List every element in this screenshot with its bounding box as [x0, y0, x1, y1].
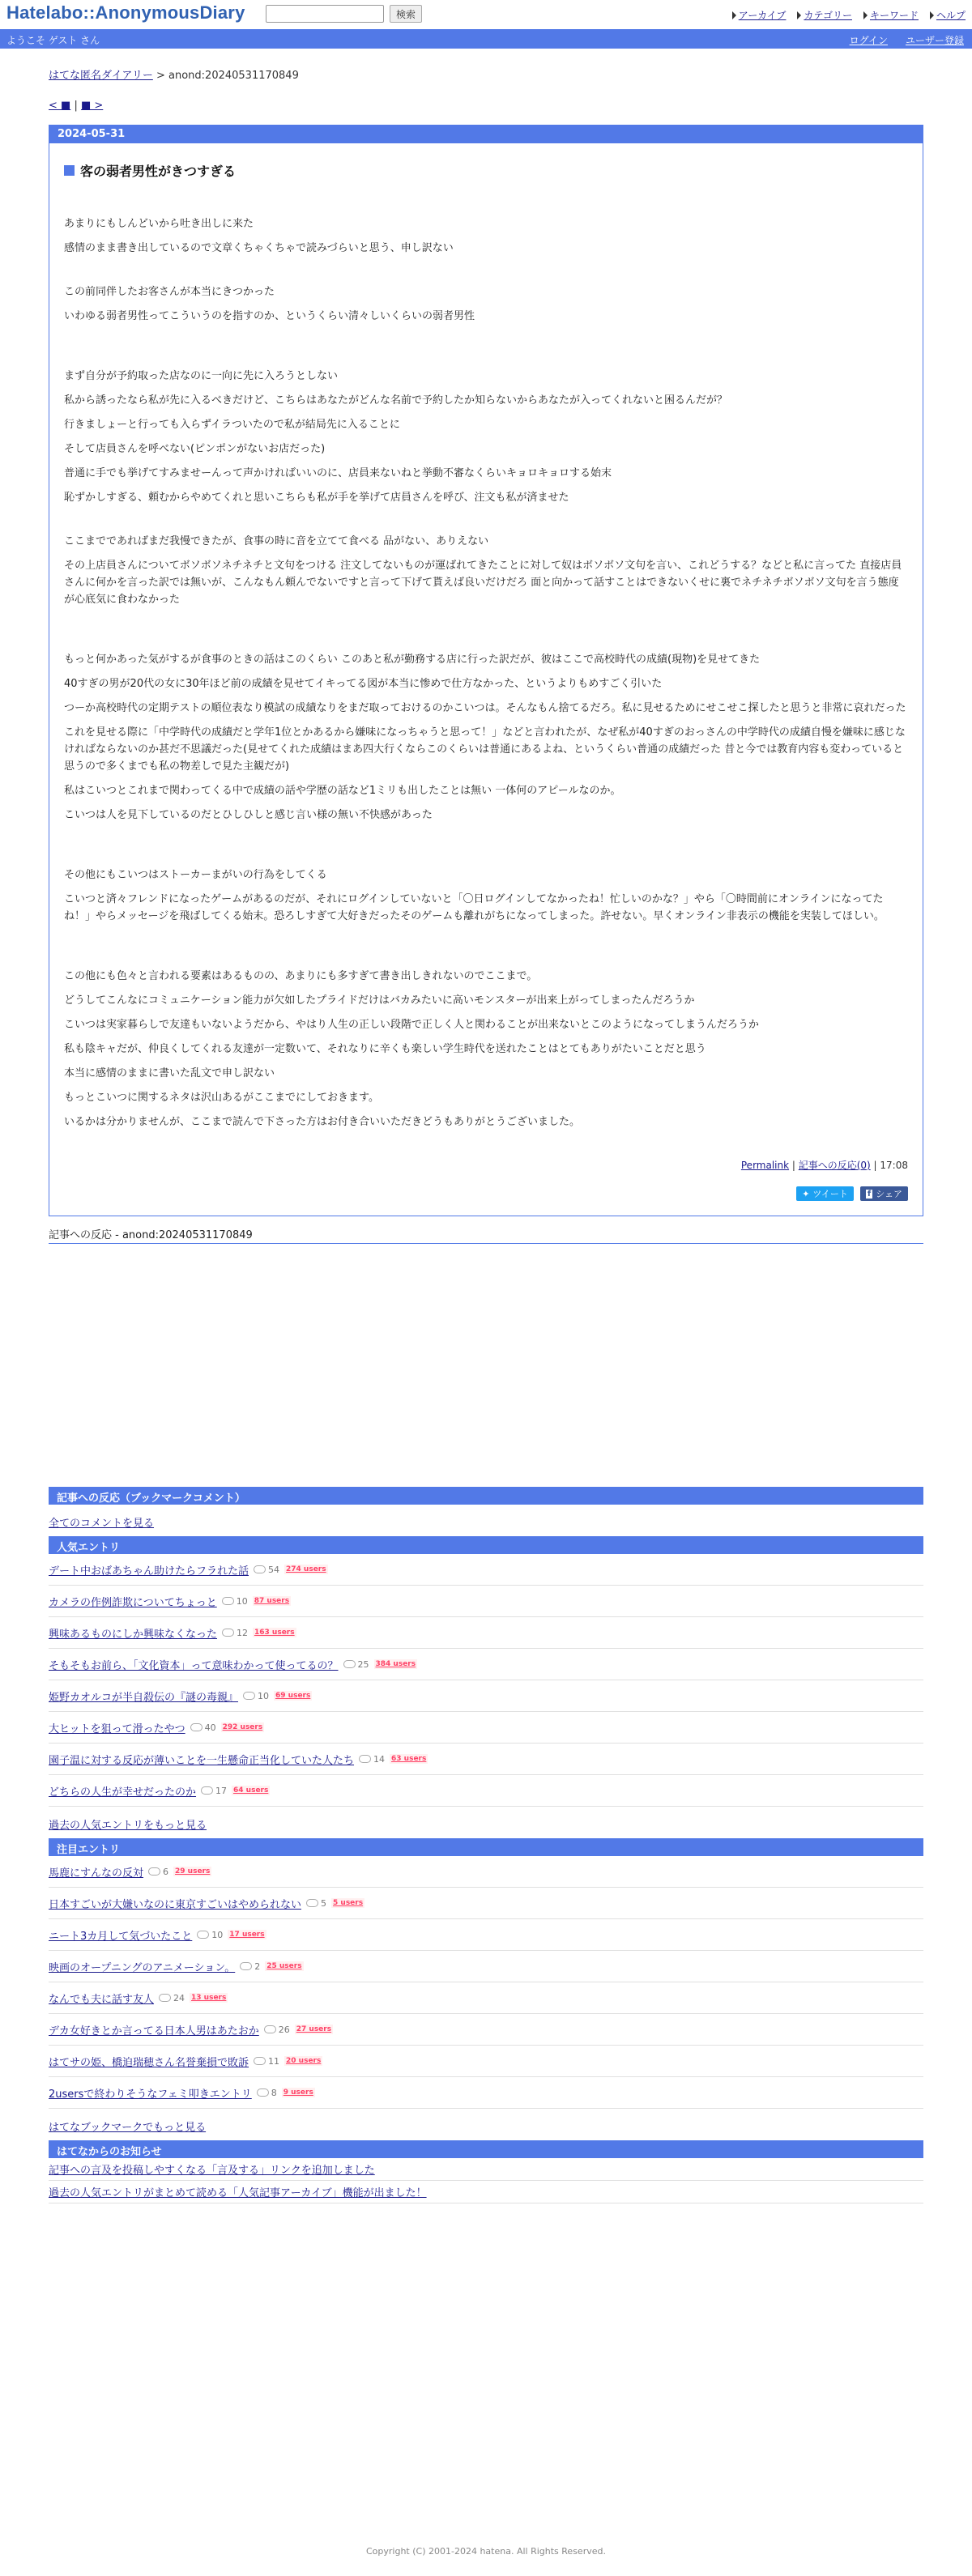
entry-row	[49, 2046, 923, 2077]
copyright: Copyright (C) 2001-2024 hatena. All Rights Reserved.	[366, 2546, 606, 2557]
entry-title-link[interactable]: そもそもお前ら、「文化資本」って意味わかって使ってるの？	[49, 1659, 339, 1672]
bookmark-users-badge[interactable]: 27 users	[296, 2025, 332, 2033]
featured-more-link[interactable]: はてなブックマークでもっと見る	[49, 2122, 207, 2134]
bookmark-section-title: 記事への反応（ブックマークコメント）	[49, 1487, 923, 1505]
article-paragraph: もっと何かあった気がするが食事のときの話はこのくらい このあと私が勤務する店に行った訳だが、彼はここで高校時代の成績(現物)を見せてきた	[64, 654, 761, 666]
bookmark-users-badge[interactable]: 9 users	[283, 2088, 313, 2097]
bookmark-users-badge[interactable]: 163 users	[254, 1629, 295, 1637]
prev-entry-link[interactable]: < ■	[49, 100, 71, 112]
entry-row	[49, 1712, 923, 1744]
article-paragraph: ここまでであればまだ我慢できたが、食事の時に音を立てて食べる 品がない、ありえない	[64, 535, 489, 547]
square-icon	[64, 165, 75, 176]
comment-bubble-icon	[148, 1867, 160, 1876]
bookmark-users-badge[interactable]: 64 users	[233, 1786, 269, 1795]
register-link[interactable]: ユーザー登録	[905, 35, 964, 46]
entry-row	[49, 1856, 923, 1888]
article-footer	[64, 1158, 908, 1172]
entry-row	[49, 1680, 923, 1712]
nav-keyword[interactable]	[863, 8, 919, 22]
comment-count[interactable]	[197, 1930, 223, 1940]
bookmark-users-badge[interactable]: 87 users	[254, 1597, 290, 1605]
comment-bubble-icon	[222, 1629, 234, 1637]
comment-count-number: 14	[373, 1753, 386, 1765]
bookmark-users-badge[interactable]: 5 users	[333, 1899, 364, 1907]
bookmark-users-badge[interactable]: 20 users	[286, 2057, 322, 2065]
comment-bubble-icon	[190, 1723, 202, 1731]
comment-count[interactable]	[254, 2056, 279, 2067]
entry-row	[49, 1554, 923, 1586]
entry-title-link[interactable]: 2usersで終わりそうなフェミ叩きエントリ	[49, 2088, 252, 2101]
pager-separator: |	[70, 100, 81, 112]
notice-item	[49, 2158, 923, 2181]
article-text	[64, 215, 908, 1130]
comment-count[interactable]	[306, 1898, 326, 1909]
article-paragraph: 恥ずかしすぎる、頼むからやめてくれと思いこちらも私が手を挙げて店員さんを呼び、注文も私が済ませた	[64, 492, 569, 504]
footer-separator: |	[870, 1160, 880, 1171]
comment-bubble-icon	[254, 1565, 266, 1573]
share-label: シェア	[876, 1189, 902, 1199]
comment-count[interactable]	[264, 2025, 290, 2035]
entry-row	[49, 1586, 923, 1617]
entry-row	[49, 2014, 923, 2046]
all-comments-link[interactable]: 全てのコメントを見る	[49, 1518, 155, 1530]
entry-row	[49, 2077, 923, 2109]
article-paragraph: こいつは人を見下しているのだとひしひしと感じ言い様の無い不快感があった	[64, 809, 433, 821]
article-paragraph: これを見せる際に「中学時代の成績だと学年1位とかあるから嫌味になっちゃうと思って！」などと言われたが、なぜ私が40すぎのおっさんの中学時代の成績自慢を嫌味に感じなければならないのか甚だ不思議だった(見せてくれた成績はまあ四大行くならこのくらいは普通にあるよね、というくらい普通の成績だった 昔と今では教育内容も変わっていると思うので多くまでも私の物差しで見た主観だが)	[64, 726, 906, 773]
article-paragraph: こいつは実家暮らしで友達もいないようだから、やはり人生の正しい段階で正しく人と関わることが出来ないとこのようになってしまうんだろうか	[64, 1019, 760, 1031]
bookmark-users-badge[interactable]: 292 users	[222, 1723, 263, 1731]
comment-count[interactable]	[240, 1961, 260, 1972]
article-paragraph: 私も陰キャだが、仲良くしてくれる友達が一定数いて、それなりに辛くも楽しい学生時代を送れたことはとてもありがたいことだと思う	[64, 1043, 706, 1055]
entry-title-link[interactable]: 日本すごいが大嫌いなのに東京すごいはやめられない	[49, 1898, 302, 1911]
comment-count[interactable]	[243, 1691, 269, 1701]
nav-archive-link[interactable]: アーカイブ	[738, 10, 787, 21]
triangle-right-icon	[732, 11, 736, 19]
comment-count[interactable]	[222, 1596, 248, 1607]
comment-count-number: 40	[204, 1722, 216, 1733]
comment-count-number: 17	[215, 1785, 228, 1796]
comment-bubble-icon	[243, 1692, 255, 1700]
article-paragraph: 私はこいつとこれまで関わってくる中で成績の話や学歴の話など1ミリも出したことは無い 一体何のアピールなのか。	[64, 785, 621, 797]
entry-title-link[interactable]: 姫野カオルコが半自殺伝の『謎の毒親』	[49, 1691, 239, 1704]
bookmark-users-badge[interactable]: 13 users	[191, 1994, 227, 2002]
article-paragraph: 行きましょーと行っても入らずイラついたので私が結局先に入ることに	[64, 419, 400, 431]
tweet-button[interactable]	[796, 1186, 854, 1201]
welcome-text: ようこそ ゲスト さん	[6, 35, 100, 46]
notices-section-title: はてなからのお知らせ	[49, 2140, 923, 2158]
comment-count[interactable]	[159, 1993, 185, 2003]
article-paragraph: この前同伴したお客さんが本当にきつかった	[64, 286, 275, 298]
permalink[interactable]: Permalink	[740, 1160, 790, 1171]
article-paragraph: その他にもこいつはストーカーまがいの行為をしてくる	[64, 869, 327, 881]
article-paragraph: いわゆる弱者男性ってこういうのを指すのか、というくらい清々しいくらいの弱者男性	[64, 310, 475, 322]
comment-bubble-icon	[240, 1962, 252, 1970]
entry-row	[49, 1775, 923, 1807]
nav-keyword-link[interactable]: キーワード	[869, 10, 919, 21]
entry-title-link[interactable]: 大ヒットを狙って滑ったやつ	[49, 1722, 185, 1735]
reactions-heading: 記事への反応 - anond:20240531170849	[49, 1226, 923, 1244]
footer-separator: |	[789, 1160, 799, 1171]
entry-row	[49, 1617, 923, 1649]
comment-bubble-icon	[222, 1597, 234, 1605]
comment-bubble-icon	[264, 2025, 276, 2033]
user-bar	[0, 29, 972, 49]
article-paragraph: 本当に感情のままに書いた乱文で申し訳ない	[64, 1067, 275, 1079]
comment-count[interactable]	[201, 1786, 227, 1796]
top-nav	[732, 8, 966, 22]
top-header	[0, 0, 972, 29]
comment-count-number: 24	[173, 1992, 185, 2003]
article-paragraph: その上店員さんについてボソボソネチネチと文句をつける 注文してないものが運ばれてきたことに対して奴はボソボソ文句を言い、これどうする？などと私に言ってた 直接店員さんに何かを言った訳では無いが、こんなもん頼んでないですと言って下げて貰えば良いだけだろ 面と向かって話すことはできないくせに裏でネチネチボソボソ文句を言う態度が心底気に食わなかった	[64, 560, 902, 606]
article-paragraph: もっとこいつに関するネタは沢山あるがここまでにしておきます。	[64, 1092, 379, 1104]
article-title	[64, 161, 908, 180]
search-input[interactable]	[266, 5, 384, 23]
article-paragraph: まず自分が予約取った店なのに一向に先に入ろうとしない	[64, 370, 339, 382]
comment-count-number: 10	[236, 1595, 248, 1607]
comment-count-number: 2	[254, 1961, 261, 1972]
entry-title-link[interactable]: 園子温に対する反応が薄いことを一生懸命正当化していた人たち	[49, 1754, 355, 1767]
entry-title-link[interactable]: 馬鹿にすんなの反対	[49, 1867, 144, 1880]
comment-bubble-icon	[257, 2088, 269, 2097]
comment-count-number: 54	[268, 1564, 280, 1575]
paragraph-gap	[64, 615, 908, 651]
comment-bubble-icon	[197, 1931, 209, 1939]
tweet-label: ツイート	[812, 1189, 848, 1199]
comment-count[interactable]	[190, 1722, 216, 1733]
comment-count-number: 5	[321, 1897, 327, 1909]
paragraph-gap	[64, 513, 908, 533]
entry-title-link[interactable]: なんでも夫に話す友人	[49, 1993, 155, 2006]
comment-bubble-icon	[159, 1994, 171, 2002]
paragraph-gap	[64, 831, 908, 866]
ad-space	[49, 1244, 923, 1487]
article-paragraph: こいつと済々フレンドになったゲームがあるのだが、それにログインしていないと「〇日ログインしてなかったね！忙しいのかな？」やら「〇時間前にオンラインになってたね！」やらメッセージを飛ばしてくる始末。恐ろしすぎて大好きだったそのゲームも離れがちになってしまった。許せない。早くオンライン非表示の機能を実装してほしい。	[64, 893, 885, 922]
triangle-right-icon	[797, 11, 801, 19]
triangle-right-icon	[930, 11, 934, 19]
comment-count[interactable]	[148, 1867, 168, 1877]
article-body	[49, 161, 923, 1216]
entry-title-link[interactable]: カメラの作例詐欺についてちょっと	[49, 1596, 217, 1609]
article-date: 2024-05-31	[49, 126, 923, 143]
comment-count-number: 8	[271, 2087, 277, 2098]
comment-count[interactable]	[343, 1659, 369, 1670]
entry-title-link[interactable]: ニート3カ月して気づいたこと	[49, 1930, 193, 1943]
bookmark-users-badge[interactable]: 29 users	[175, 1867, 211, 1876]
facebook-icon: f	[867, 1189, 872, 1199]
post-time: 17:08	[880, 1160, 908, 1171]
popular-section-title: 人気エントリ	[49, 1536, 923, 1554]
entry-title-link[interactable]: どちらの人生が幸せだったのか	[49, 1786, 197, 1799]
nav-help-link[interactable]: ヘルプ	[936, 10, 966, 21]
reactions-link[interactable]: 記事への反応(0)	[798, 1160, 871, 1171]
pager	[49, 100, 923, 112]
nav-category-link[interactable]: カテゴリー	[804, 10, 852, 21]
comment-count-number: 12	[237, 1627, 249, 1638]
comment-bubble-icon	[201, 1786, 213, 1795]
article-title-text: 客の弱者男性がきつすぎる	[80, 164, 237, 179]
comment-count-number: 11	[268, 2055, 280, 2067]
main-content	[49, 66, 923, 2203]
entry-title-link[interactable]: デート中おばあちゃん助けたらフラれた話	[49, 1565, 249, 1578]
comment-count-number: 10	[258, 1690, 270, 1701]
bookmark-users-badge[interactable]: 25 users	[266, 1962, 302, 1970]
article-paragraph: あまりにもしんどいから吐き出しに来た	[64, 218, 254, 230]
comment-count-number: 10	[211, 1929, 224, 1940]
paragraph-gap	[64, 332, 908, 368]
comment-count[interactable]	[359, 1754, 385, 1765]
entry-row	[49, 1744, 923, 1775]
entry-title-link[interactable]: 映画のオープニングのアニメーション。	[49, 1961, 236, 1974]
article-paragraph: この他にも色々と言われる要素はあるものの、あまりにも多すぎて書き出しきれないのでここまで。	[64, 970, 538, 982]
popular-more-link[interactable]: 過去の人気エントリをもっと見る	[49, 1820, 207, 1832]
bird-icon: ✦	[802, 1188, 810, 1199]
notice-link[interactable]: 記事への言及を投稿しやすくなる「言及する」リンクを追加しました	[49, 2165, 375, 2177]
login-link[interactable]: ログイン	[849, 35, 888, 46]
breadcrumb	[49, 66, 923, 82]
featured-list	[49, 1856, 923, 2109]
bookmark-users-badge[interactable]: 384 users	[375, 1660, 416, 1668]
entry-row	[49, 1649, 923, 1680]
triangle-right-icon	[863, 11, 868, 19]
entry-title-link[interactable]: 興味あるものにしか興味なくなった	[49, 1628, 218, 1641]
comment-count-number: 25	[357, 1658, 369, 1670]
nav-archive[interactable]	[732, 8, 787, 22]
entry-row	[49, 1982, 923, 2014]
share-buttons	[64, 1186, 908, 1201]
next-entry-link[interactable]: ■ >	[80, 100, 104, 112]
comment-count[interactable]	[222, 1628, 248, 1638]
site-logo[interactable]: Hatelabo::AnonymousDiary	[6, 2, 245, 23]
featured-section-title: 注目エントリ	[49, 1838, 923, 1856]
comment-bubble-icon	[254, 2057, 266, 2065]
notice-item	[49, 2181, 923, 2203]
paragraph-gap	[64, 932, 908, 968]
nav-category[interactable]	[797, 8, 852, 22]
article-paragraph: 普通に手でも挙げてすみませーんって声かければいいのに、店員来ないねと挙動不審なくらいキョロキョロする始末	[64, 467, 612, 479]
breadcrumb-separator: >	[152, 70, 169, 82]
article-paragraph: そして店員さんを呼べない(ピンポンがないお店だった)	[64, 443, 326, 455]
entry-row	[49, 1951, 923, 1982]
article	[49, 125, 923, 1216]
user-links	[850, 33, 964, 47]
popular-list	[49, 1554, 923, 1807]
comment-count[interactable]	[257, 2088, 277, 2098]
article-paragraph: 感情のまま書き出しているので文章くちゃくちゃで読みづらいと思う、申し訳ない	[64, 242, 454, 254]
search-button[interactable]: 検索	[390, 5, 422, 23]
entry-title-link[interactable]: はてサの姫、橋迫瑞穂さん名誉棄損で敗訴	[49, 2056, 249, 2069]
comment-bubble-icon	[359, 1755, 371, 1763]
article-paragraph: どうしてこんなにコミュニケーション能力が欠如したプライドだけはバカみたいに高いモンスターが出来上がってしまったんだろうか	[64, 994, 695, 1007]
breadcrumb-current: anond:20240531170849	[168, 70, 299, 82]
comment-count[interactable]	[254, 1565, 279, 1575]
notice-link[interactable]: 過去の人気エントリがまとめて読める「人気記事アーカイブ」機能が出ました！	[49, 2187, 427, 2199]
article-paragraph: 40すぎの男が20代の女に30年ほど前の成績を見せてイキってる図が本当に惨めで仕方なかった、というよりもめすごく引いた	[64, 678, 663, 690]
paragraph-gap	[64, 264, 908, 283]
nav-help[interactable]	[930, 8, 966, 22]
facebook-share-button[interactable]	[860, 1186, 908, 1201]
bookmark-users-badge[interactable]: 63 users	[391, 1755, 427, 1763]
entry-row	[49, 1888, 923, 1919]
comment-count-number: 6	[163, 1866, 169, 1877]
comment-bubble-icon	[343, 1660, 356, 1668]
comment-count-number: 26	[278, 2024, 290, 2035]
breadcrumb-root[interactable]: はてな匿名ダイアリー	[49, 70, 153, 82]
bookmark-users-badge[interactable]: 69 users	[275, 1692, 311, 1700]
comment-bubble-icon	[306, 1899, 318, 1907]
entry-title-link[interactable]: デカ女好きとか言ってる日本人男はあたおか	[49, 2025, 259, 2037]
bookmark-users-badge[interactable]: 17 users	[229, 1931, 265, 1939]
bookmark-users-badge[interactable]: 274 users	[286, 1565, 326, 1573]
entry-row	[49, 1919, 923, 1951]
article-paragraph: 私から誘ったなら私が先に入るべきだけど、こちらはあなたがどんな名前で予約したか知らないからあなたが入ってくれないと困るんだが？	[64, 394, 728, 407]
article-paragraph: つーか高校時代の定期テストの順位表なり模試の成績なりをまだ取っておけるのかこいつは。そんなもん捨てるだろ。私に見せるためにせこせこ探したと思うと非常に哀れだった	[64, 702, 906, 714]
article-paragraph: いるかは分かりませんが、ここまで読んで下さった方はお付き合いいただきどうもありがとうございました。	[64, 1116, 581, 1128]
